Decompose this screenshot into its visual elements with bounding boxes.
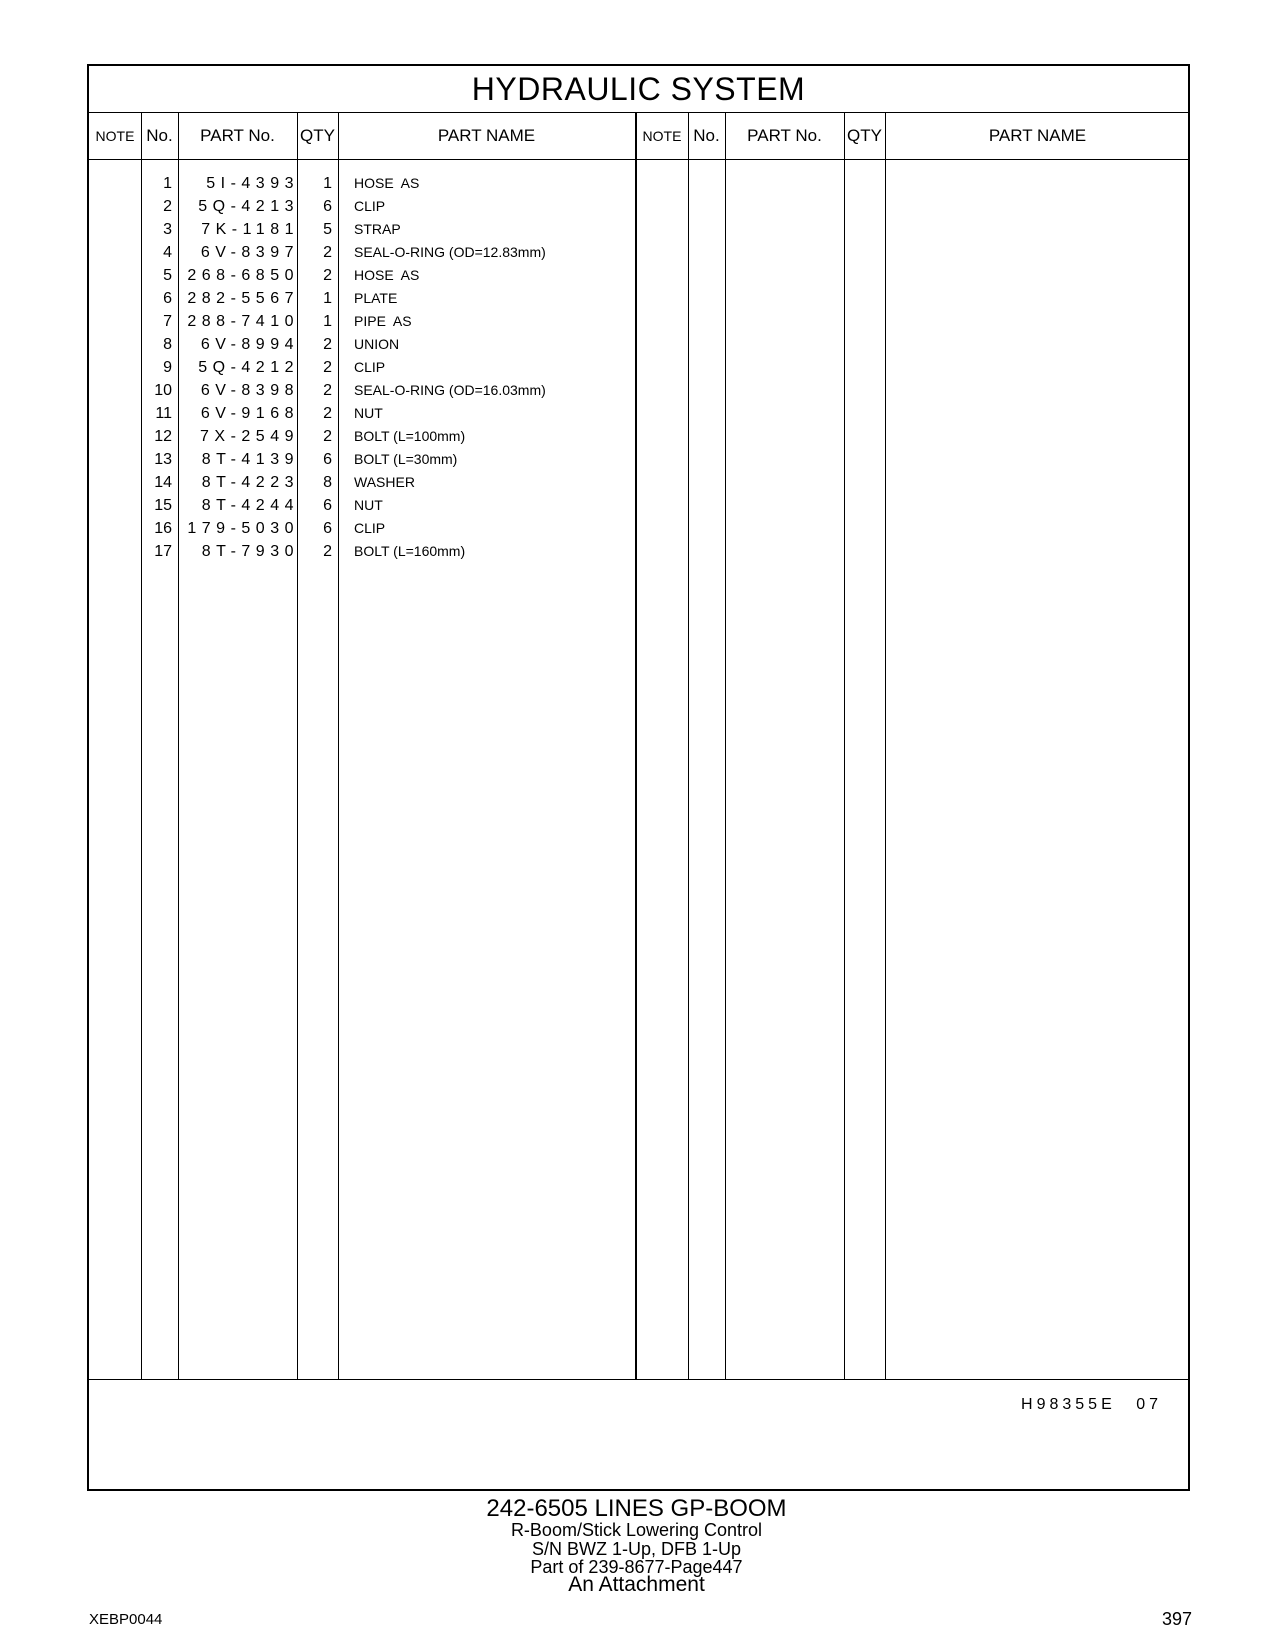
part-name: UNION (354, 336, 400, 352)
part-number: 6V-8398 (200, 382, 299, 399)
header-no: No. (693, 126, 720, 145)
table-row (89, 356, 1188, 379)
header-note: NOTE (95, 128, 135, 144)
part-name: NUT (354, 497, 383, 513)
part-number: 6V-8994 (200, 336, 299, 353)
part-name: BOLT (L=30mm) (354, 451, 458, 467)
part-number: 179-5030 (187, 520, 299, 537)
part-number: 5Q-4213 (198, 198, 299, 215)
item-number: 5 (163, 267, 172, 284)
item-number: 11 (155, 405, 172, 422)
part-name: SEAL-O-RING (OD=12.83mm) (354, 244, 546, 260)
part-number: 8T-4244 (201, 497, 299, 514)
item-number: 9 (163, 359, 172, 376)
item-number: 7 (163, 313, 172, 330)
item-number: 2 (163, 198, 172, 215)
part-name: BOLT (L=160mm) (354, 543, 466, 559)
part-number: 7X-2549 (200, 428, 299, 445)
part-name: WASHER (354, 474, 415, 490)
part-number: 5I-4393 (206, 175, 299, 192)
quantity: 6 (323, 497, 332, 514)
quantity: 2 (323, 405, 332, 422)
part-number: 8T-7930 (201, 543, 299, 560)
part-name: CLIP (354, 520, 386, 536)
item-number: 16 (154, 520, 172, 537)
item-number: 10 (154, 382, 172, 399)
footer-divider (89, 1379, 1188, 1380)
part-number: 7K-1181 (201, 221, 299, 238)
quantity: 6 (323, 520, 332, 537)
item-number: 6 (163, 290, 172, 307)
header-part-name: PART NAME (437, 126, 536, 145)
part-name: PLATE (354, 290, 398, 306)
parts-list-frame (87, 64, 1190, 1491)
table-row (89, 402, 1188, 425)
table-row (89, 471, 1188, 494)
part-name: HOSE AS (354, 175, 420, 191)
quantity: 2 (323, 382, 332, 399)
document-id: XEBP0044 (89, 1611, 163, 1628)
part-number: 6V-8397 (200, 244, 299, 261)
item-number: 17 (154, 543, 172, 560)
table-row (89, 379, 1188, 402)
part-name: STRAP (354, 221, 401, 237)
quantity: 2 (323, 336, 332, 353)
quantity: 2 (323, 428, 332, 445)
quantity: 2 (323, 267, 332, 284)
quantity: 2 (323, 244, 332, 261)
item-number: 3 (163, 221, 172, 238)
table-row (89, 494, 1188, 517)
item-number: 8 (163, 336, 172, 353)
page-number: 397 (1161, 1609, 1192, 1629)
part-number: 5Q-4212 (198, 359, 299, 376)
table-row (89, 448, 1188, 471)
part-number: 6V-9168 (200, 405, 299, 422)
quantity: 1 (323, 313, 332, 330)
header-qty: QTY (847, 126, 882, 145)
item-number: 14 (154, 474, 172, 491)
page-title: HYDRAULIC SYSTEM (471, 71, 806, 107)
part-name: HOSE AS (354, 267, 420, 283)
item-number: 13 (154, 451, 172, 468)
quantity: 5 (323, 221, 332, 238)
table-row (89, 310, 1188, 333)
item-number: 12 (154, 428, 172, 445)
header-part-no: PART No. (200, 126, 275, 145)
header-divider (89, 159, 1188, 160)
header-qty: QTY (300, 126, 335, 145)
table-row (89, 540, 1188, 563)
quantity: 1 (323, 175, 332, 192)
quantity: 6 (323, 451, 332, 468)
header-no: No. (146, 126, 173, 145)
header-part-no: PART No. (747, 126, 822, 145)
table-row (89, 287, 1188, 310)
part-name: NUT (354, 405, 383, 421)
table-row (89, 241, 1188, 264)
footer-serial: S/N BWZ 1-Up, DFB 1-Up (531, 1539, 742, 1559)
footer-part-of: Part of 239-8677-Page447 (530, 1557, 743, 1577)
header-note: NOTE (642, 128, 682, 144)
part-name: SEAL-O-RING (OD=16.03mm) (354, 382, 546, 398)
table-row (89, 195, 1188, 218)
footer-attachment: An Attachment (568, 1573, 705, 1596)
quantity: 2 (323, 359, 332, 376)
part-name: CLIP (354, 359, 386, 375)
item-number: 15 (154, 497, 172, 514)
header-part-name: PART NAME (988, 126, 1087, 145)
table-row (89, 333, 1188, 356)
table-row (89, 425, 1188, 448)
part-name: BOLT (L=100mm) (354, 428, 466, 444)
table-row (89, 172, 1188, 195)
quantity: 6 (323, 198, 332, 215)
quantity: 1 (323, 290, 332, 307)
table-row (89, 264, 1188, 287)
part-number: 282-5567 (187, 290, 299, 307)
item-number: 4 (163, 244, 172, 261)
drawing-code: H98355E 07 (1021, 1396, 1162, 1413)
item-number: 1 (163, 175, 172, 192)
footer-subtitle: R-Boom/Stick Lowering Control (510, 1520, 763, 1540)
part-number: 8T-4223 (201, 474, 299, 491)
part-number: 268-6850 (187, 267, 299, 284)
part-number: 8T-4139 (201, 451, 299, 468)
quantity: 2 (323, 543, 332, 560)
quantity: 8 (323, 474, 332, 491)
part-name: PIPE AS (354, 313, 412, 329)
table-row (89, 517, 1188, 540)
footer-group-title: 242-6505 LINES GP-BOOM (486, 1495, 787, 1522)
part-number: 288-7410 (187, 313, 299, 330)
part-name: CLIP (354, 198, 386, 214)
table-row (89, 218, 1188, 241)
